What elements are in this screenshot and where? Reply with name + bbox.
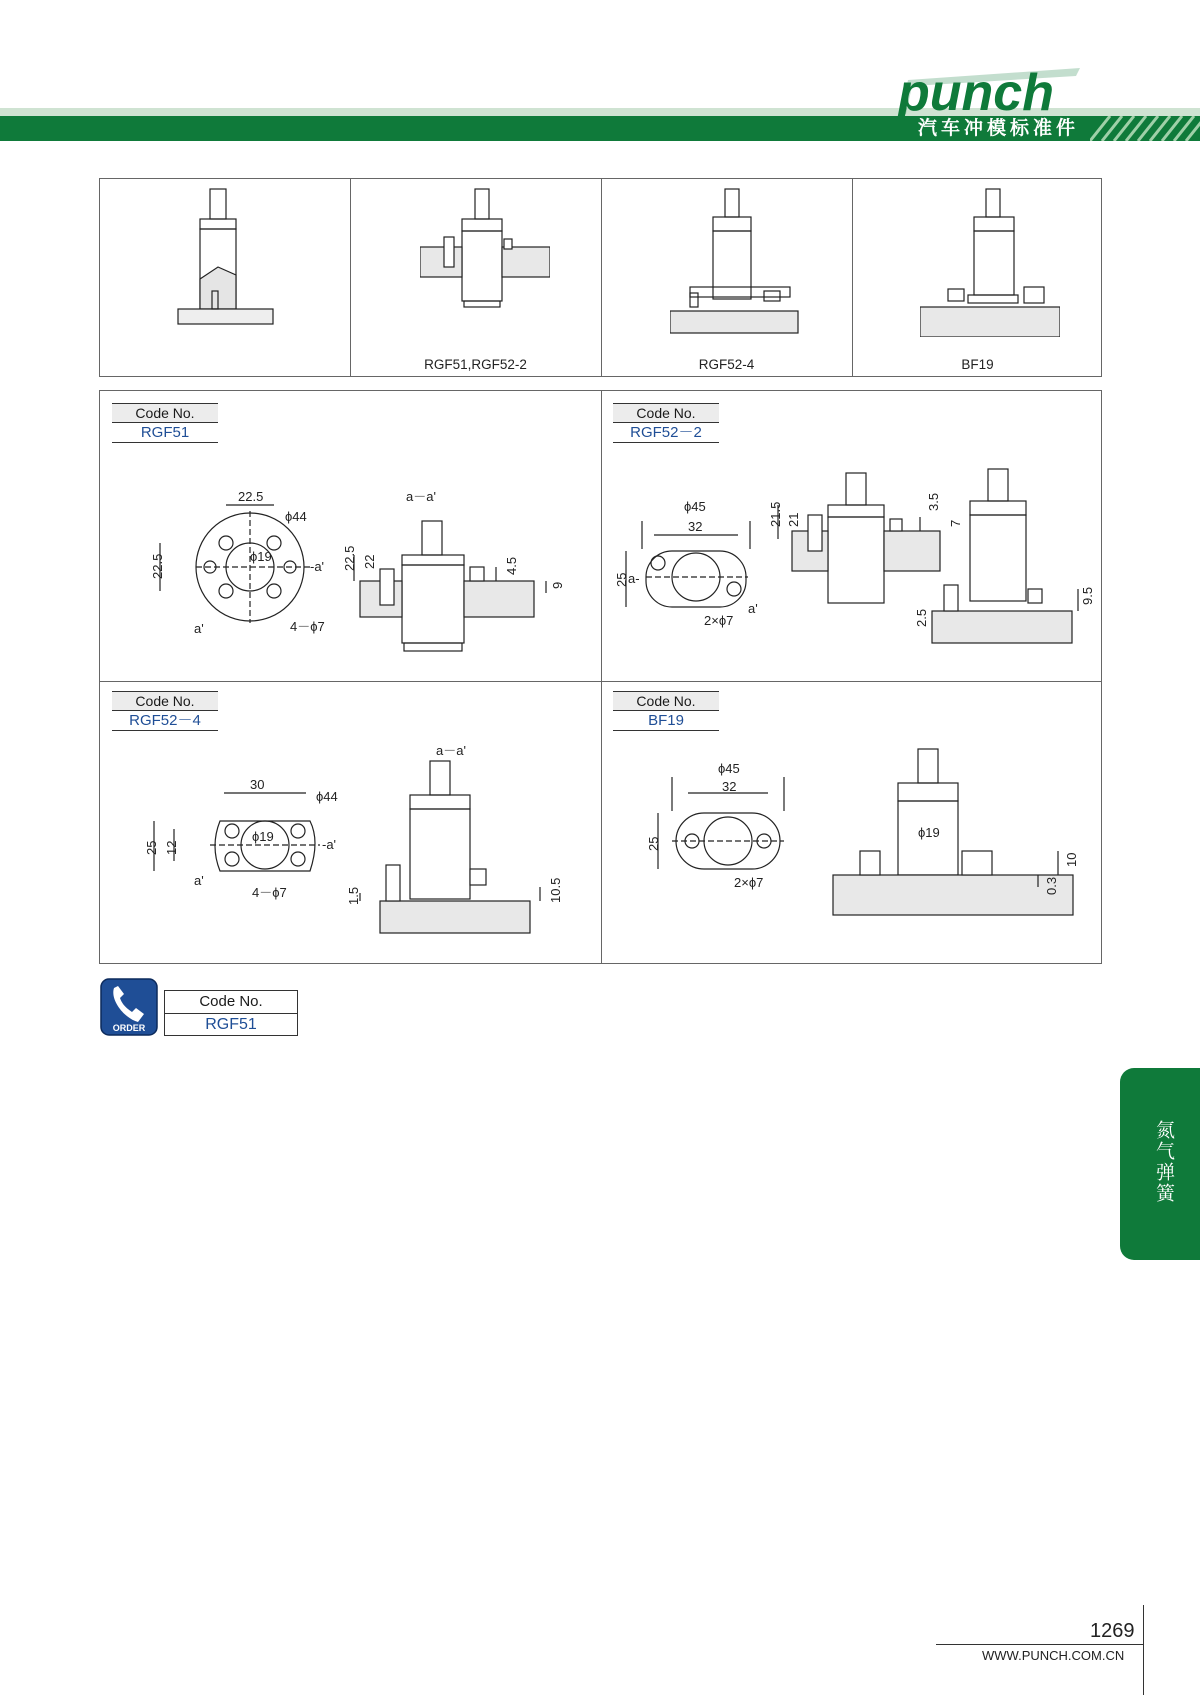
footer-website[interactable]: WWW.PUNCH.COM.CN — [982, 1648, 1125, 1663]
code-value: RGF52－4 — [112, 711, 218, 731]
dim-bf19-s3: 0.3 — [1044, 876, 1059, 895]
code-box-rgf51 — [112, 403, 218, 443]
dim-rgf51-2: ϕ44 — [285, 509, 307, 524]
order-phone-icon — [100, 978, 158, 1036]
code-label: Code No. — [613, 691, 719, 711]
order-code-box — [164, 990, 298, 1036]
code-box-rgf52-2 — [613, 403, 719, 443]
dim-rgf52-2-6: a' — [748, 601, 758, 616]
dim-rgf52-2-5: 2×ϕ7 — [704, 613, 734, 628]
dim-rgf51-s3: 4.5 — [504, 556, 519, 575]
category-side-tab-label: 氮气弹簧 — [1153, 1120, 1174, 1204]
dim-rgf52-2-s6: 9.5 — [1080, 586, 1095, 605]
dim-bf19-2: 32 — [722, 779, 737, 794]
install-diagram-rgf51 — [420, 187, 550, 337]
section-rgf52-4: a－a' — [436, 743, 466, 758]
dim-rgf52-4-a2: -a' — [322, 837, 337, 852]
dim-bf19-4: 2×ϕ7 — [734, 875, 764, 890]
order-code-label: Code No. — [165, 991, 297, 1014]
dim-bf19-s1: ϕ19 — [918, 825, 940, 840]
code-label: Code No. — [613, 403, 719, 423]
dim-rgf52-2-s2: 21 — [786, 512, 801, 527]
footer-divider-horizontal — [936, 1644, 1143, 1645]
code-value: RGF52－2 — [613, 423, 719, 443]
dim-rgf52-2-s4: 7 — [948, 519, 963, 527]
dim-rgf52-4-2: ϕ44 — [316, 789, 338, 804]
logo-text: punch — [898, 64, 1054, 122]
order-icon-label: ORDER — [112, 1023, 146, 1033]
dim-rgf52-4-1: 30 — [250, 777, 265, 792]
dim-rgf51-5: 4－ϕ7 — [290, 619, 325, 634]
install-diagram-base — [170, 187, 280, 337]
caption-cell-3: RGF52-4 — [698, 357, 755, 372]
dim-rgf52-2-s1: 21.5 — [768, 501, 783, 527]
dimension-grid — [99, 390, 1102, 964]
brand-subtitle: 汽车冲模标准件 — [918, 118, 1080, 139]
dim-rgf51-s4: 9 — [550, 581, 565, 589]
code-value: RGF51 — [112, 423, 218, 443]
dim-rgf52-4-4: 25 — [144, 840, 159, 855]
section-rgf51: a－a' — [406, 489, 436, 504]
footer-divider-vertical — [1143, 1605, 1144, 1695]
dim-rgf51-a: a' — [194, 621, 204, 636]
dim-rgf51-s1: 22.5 — [342, 545, 357, 571]
dim-bf19-3: 25 — [646, 836, 661, 851]
caption-cell-4: BF19 — [961, 357, 994, 372]
dim-rgf52-4-5: 12 — [164, 840, 179, 855]
install-types-table — [99, 178, 1102, 377]
dim-rgf52-4-s1: 1.5 — [346, 886, 361, 905]
dim-rgf51-4: 22.5 — [150, 553, 165, 579]
code-box-bf19 — [613, 691, 719, 731]
dim-rgf52-2-s3: 3.5 — [926, 492, 941, 511]
dim-rgf52-2-s5: 2.5 — [914, 608, 929, 627]
code-value: BF19 — [613, 711, 719, 731]
dim-rgf51-3: ϕ19 — [250, 549, 272, 564]
drawing-bf19 — [628, 741, 1098, 951]
dim-rgf52-2-3: 25 — [614, 572, 629, 587]
dim-rgf52-2-1: ϕ45 — [684, 499, 706, 514]
dim-rgf51-a2: -a' — [310, 559, 325, 574]
dim-rgf52-4-3: ϕ19 — [252, 829, 274, 844]
dim-rgf52-2-2: 32 — [688, 519, 703, 534]
code-box-rgf52-4 — [112, 691, 218, 731]
install-diagram-bf19 — [920, 187, 1060, 337]
code-label: Code No. — [112, 691, 218, 711]
dim-rgf52-4-6: 4－ϕ7 — [252, 885, 287, 900]
dim-bf19-1: ϕ45 — [718, 761, 740, 776]
dim-rgf51-s2: 22 — [362, 554, 377, 569]
order-code-value: RGF51 — [205, 1016, 257, 1033]
dim-rgf52-2-4: a- — [628, 571, 640, 586]
caption-cell-2: RGF51,RGF52-2 — [424, 357, 527, 372]
drawing-rgf52-4 — [140, 741, 580, 951]
dim-bf19-s2: 10 — [1064, 852, 1079, 867]
drawing-rgf52-2 — [608, 461, 1098, 671]
page-number: 1269 — [1090, 1620, 1135, 1642]
dim-rgf51-1: 22.5 — [238, 489, 264, 504]
punch-logo — [880, 62, 1110, 122]
install-diagram-rgf52-4 — [670, 187, 800, 337]
dim-rgf52-4-a: a' — [194, 873, 204, 888]
drawing-rgf51 — [140, 481, 580, 671]
code-label: Code No. — [112, 403, 218, 423]
dim-rgf52-4-s2: 10.5 — [548, 877, 563, 903]
